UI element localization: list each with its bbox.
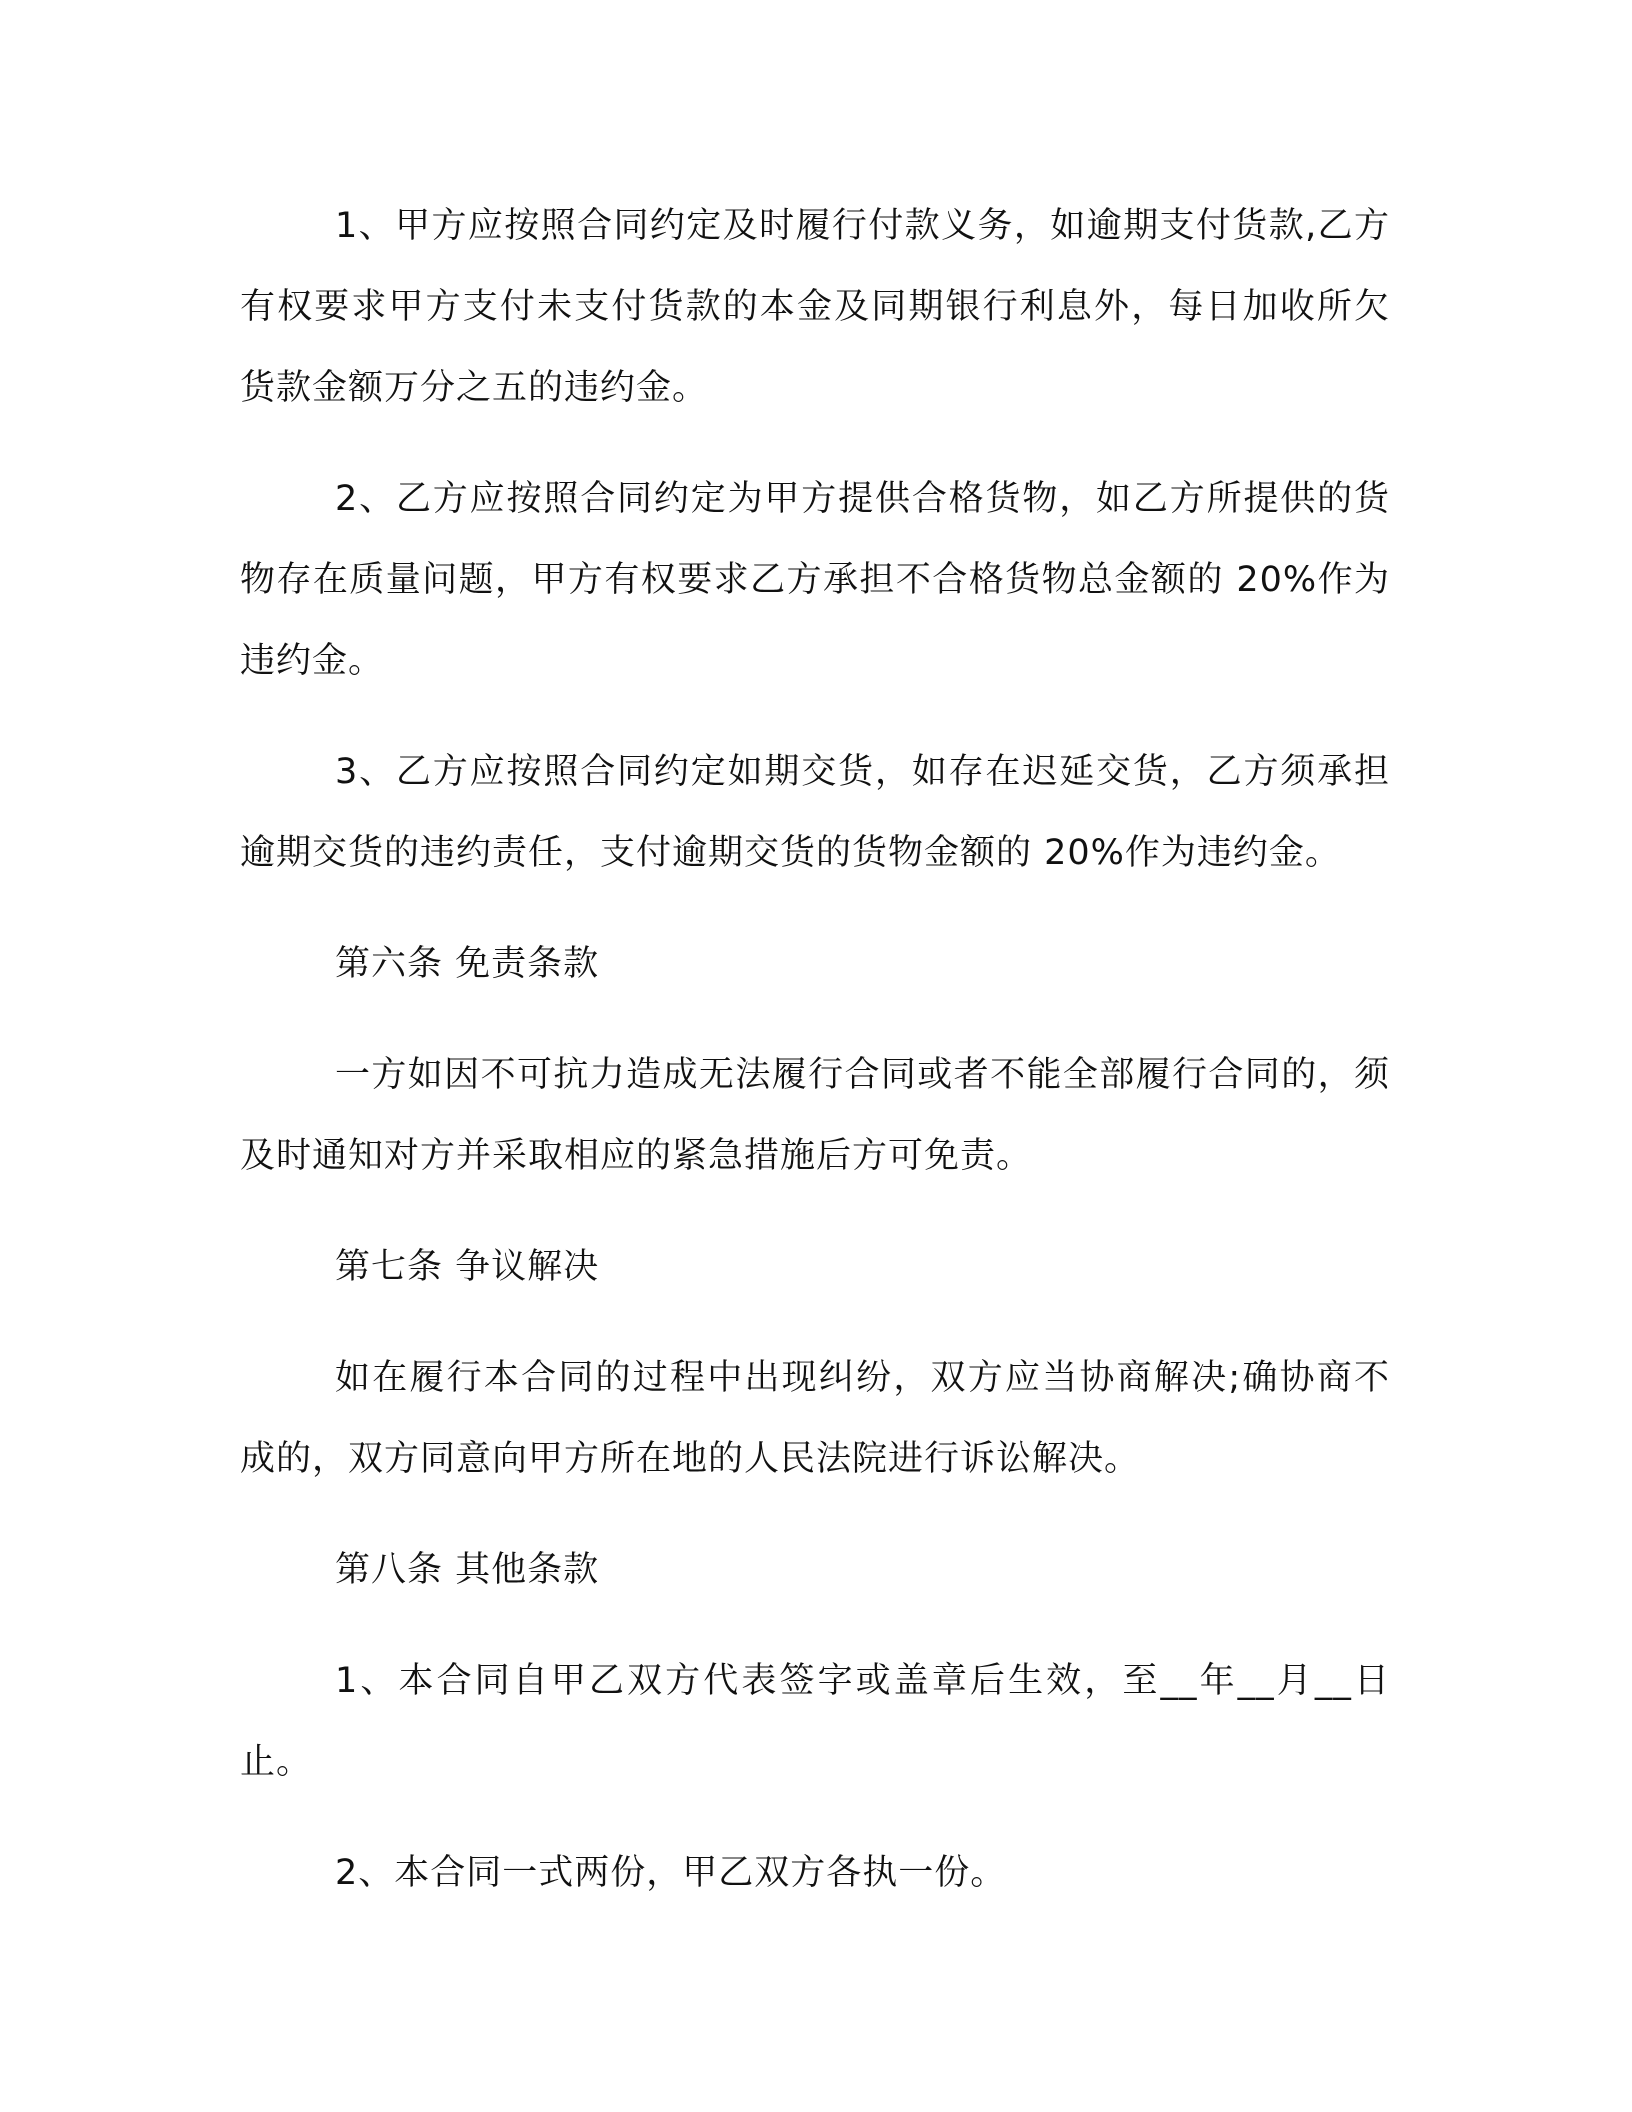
clause-penalty-quality: 2、乙方应按照合同约定为甲方提供合格货物，如乙方所提供的货物存在质量问题，甲方有权要求乙方承担不合格货物总金额的 20%作为违约金。 — [240, 479, 1390, 681]
article-8-item-2: 2、本合同一式两份，甲乙双方各执一份。 — [335, 1853, 1007, 1893]
article-7-text: 如在履行本合同的过程中出现纠纷，双方应当协商解决;确协商不成的，双方同意向甲方所在地的人民法院进行诉讼解决。 — [240, 1358, 1390, 1479]
article-7-heading: 第七条 争议解决 — [335, 1247, 600, 1287]
clause-penalty-delivery: 3、乙方应按照合同约定如期交货，如存在迟延交货，乙方须承担逾期交货的违约责任，支付逾期交货的货物金额的 20%作为违约金。 — [240, 752, 1390, 873]
article-8-heading: 第八条 其他条款 — [335, 1550, 600, 1590]
article-6-text: 一方如因不可抗力造成无法履行合同或者不能全部履行合同的，须及时通知对方并采取相应的紧急措施后方可免责。 — [240, 1055, 1390, 1176]
clause-penalty-payment: 1、甲方应按照合同约定及时履行付款义务，如逾期支付货款,乙方有权要求甲方支付未支付货款的本金及同期银行利息外，每日加收所欠货款金额万分之五的违约金。 — [240, 206, 1390, 408]
document-body — [240, 186, 1390, 1914]
article-6-heading: 第六条 免责条款 — [335, 944, 600, 984]
article-8-item-1: 1、本合同自甲乙双方代表签字或盖章后生效，至__年__月__日止。 — [240, 1661, 1390, 1782]
